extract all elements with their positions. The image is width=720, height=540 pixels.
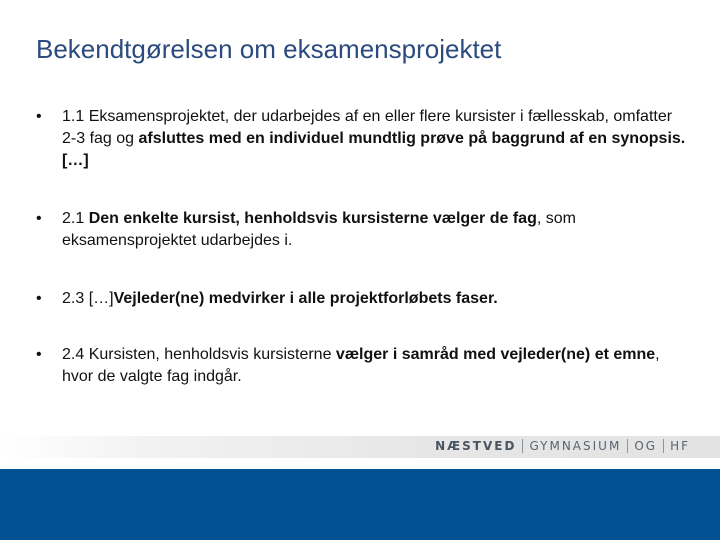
bullet-item-2-1 xyxy=(36,208,686,252)
bullet-item-2-3 xyxy=(36,288,686,310)
bullet-emphasis: afsluttes med en individuel mundtlig prøve på baggrund af en synopsis. […] xyxy=(62,130,686,169)
bullet-text-tail: , hvor de valgte fag indgår. xyxy=(62,346,660,385)
bullet-emphasis: vælger i samråd med vejleder(ne) et emne xyxy=(335,346,656,363)
bullet-item-2-4 xyxy=(36,344,686,388)
bullet-icon: • xyxy=(36,210,42,227)
bullet-icon: • xyxy=(36,108,42,125)
bullet-icon: • xyxy=(36,290,42,307)
bullet-text: 1.1 Eksamensprojektet, der udarbejdes af en eller flere kursister i fællesskab, omfatter 2-3 fag og xyxy=(62,108,673,147)
footer-strip xyxy=(0,436,720,458)
bullet-text-tail: , som eksamensprojektet udarbejdes i. xyxy=(62,210,576,249)
bullet-emphasis: Den enkelte kursist, henholdsvis kursisterne vælger de fag xyxy=(88,210,537,227)
bullet-text: 2.1 xyxy=(62,210,89,227)
slide-title: Bekendtgørelsen om eksamensprojektet xyxy=(36,34,502,64)
logo-word-hf: HF xyxy=(670,439,690,453)
bullet-text: 2.3 […] xyxy=(62,290,114,307)
logo-divider xyxy=(663,439,664,453)
logo-word-gymnasium: GYMNASIUM xyxy=(529,439,622,453)
school-logo xyxy=(435,439,690,453)
logo-divider xyxy=(522,439,523,453)
footer-bar xyxy=(0,469,720,540)
bullet-text: 2.4 Kursisten, henholdsvis kursisterne xyxy=(62,346,336,363)
bullet-emphasis: Vejleder(ne) medvirker i alle projektforløbets faser. xyxy=(113,290,498,307)
logo-word-og: OG xyxy=(634,439,658,453)
bullet-icon: • xyxy=(36,346,42,363)
bullet-item-1-1 xyxy=(36,106,686,172)
logo-divider xyxy=(627,439,628,453)
logo-word-naestved: NÆSTVED xyxy=(435,439,517,453)
bullet-list xyxy=(36,106,686,424)
